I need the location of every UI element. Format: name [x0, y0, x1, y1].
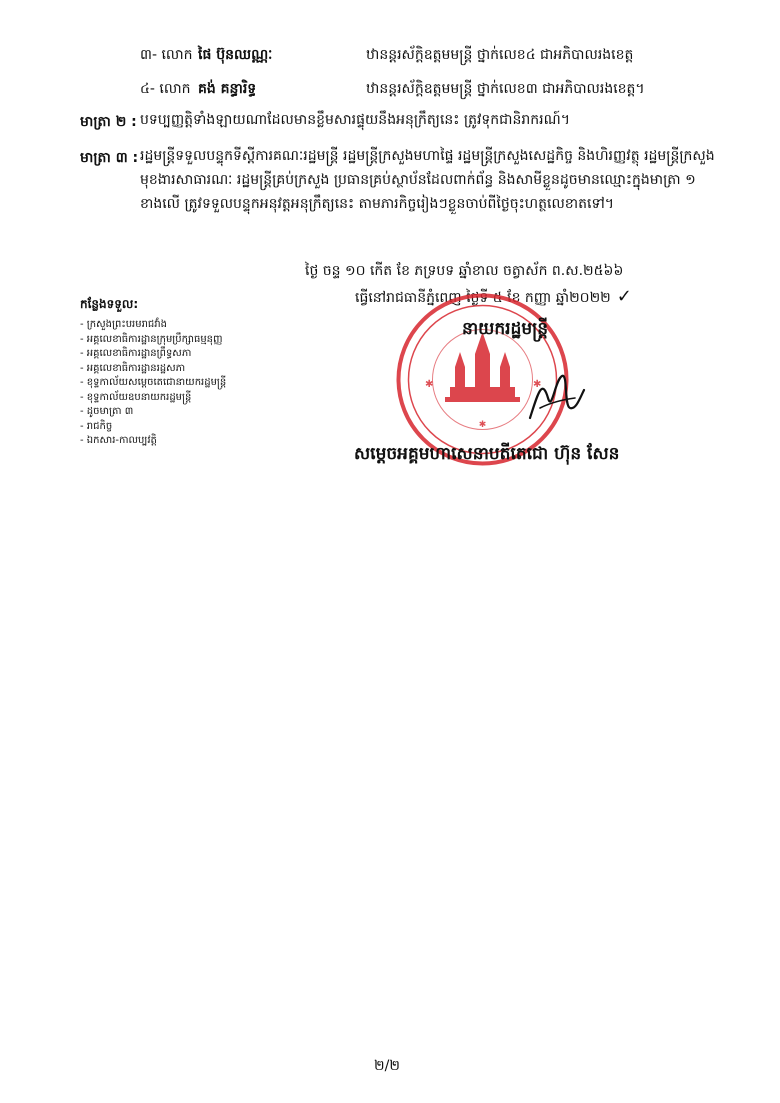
appointee-role: ឋានន្តរស័ក្តិឧត្តមមន្ត្រី ថ្នាក់លេខ៣ ជាអភិបាលរងខេត្ត។	[366, 81, 645, 97]
appointee-role: ឋានន្តរស័ក្តិឧត្តមមន្ត្រី ថ្នាក់លេខ៤ ជាអភិបាលរងខេត្ត	[366, 47, 634, 63]
recipients-list	[80, 318, 226, 449]
lunar-date: ថ្ងៃ ចន្ទ ១០ កើត ខែ ភទ្របទ ឆ្នាំខាល ចត្វាស័ក ព.ស.២៥៦៦	[305, 263, 624, 279]
svg-text:✱: ✱	[533, 379, 542, 390]
place-date-text: ធ្វើនៅរាជធានីភ្នំពេញ ថ្ងៃទី ៥ ខែ កញ្ញា ឆ្នាំ២០២២	[355, 290, 611, 306]
article-2-label: មាត្រា ២ :	[80, 114, 137, 130]
list-item: - រាជកិច្ច	[80, 420, 226, 435]
article-3-text: រដ្ឋមន្ត្រីទទួលបន្ទុកទីស្តីការគណៈរដ្ឋមន្ត្រី រដ្ឋមន្ត្រីក្រសួងមហាផ្ទៃ រដ្ឋមន្ត្រីក្រសួងសេដ្ឋកិច្ច និងហិរញ្ញវត្ថុ រដ្ឋមន្ត្រីក្រសួងមុខងារសាធារណៈ រដ្ឋមន្ត្រីគ្រប់ក្រសួង ប្រធានគ្រប់ស្ថាប័នដែលពាក់ព័ន្ធ និងសាមីខ្លួនដូចមានឈ្មោះក្នុងមាត្រា ១ ខាងលើ ត្រូវទទួលបន្ទុកអនុវត្តអនុក្រឹត្យនេះ តាមភារកិច្ចរៀងៗខ្លួនចាប់ពីថ្ងៃចុះហត្ថលេខាតទៅ។	[140, 148, 715, 212]
list-item: - ខុទ្ទកាល័យឧបនាយករដ្ឋមន្ត្រី	[80, 391, 226, 406]
appointee-name: ផៃ ប៊ុនឈណ្ណៈ	[198, 47, 273, 63]
list-item: - អគ្គលេខាធិការដ្ឋានក្រុមប្រឹក្សាធម្មនុញ្ញ	[80, 333, 226, 348]
appointee-name: គង់ គន្ធារិទ្ធ	[198, 81, 257, 97]
list-item: - ខុទ្ទកាល័យសម្តេចតេជោនាយករដ្ឋមន្ត្រី	[80, 376, 226, 391]
list-item: - ក្រសួងព្រះបរមរាជវាំង	[80, 318, 226, 333]
list-item: - អគ្គលេខាធិការដ្ឋានរដ្ឋសភា	[80, 362, 226, 377]
article-3-label: មាត្រា ៣ :	[80, 150, 139, 166]
appointment-number: ៤- លោក	[140, 81, 191, 97]
list-item: - អគ្គលេខាធិការដ្ឋានព្រឹទ្ធសភា	[80, 347, 226, 362]
signer-title: នាយករដ្ឋមន្ត្រី	[462, 319, 548, 339]
appointment-number: ៣- លោក	[140, 47, 193, 63]
appointment-3	[140, 46, 633, 64]
svg-text:✱: ✱	[425, 379, 434, 390]
list-item: - ដូចមាត្រា ៣	[80, 405, 226, 420]
appointment-4	[140, 80, 645, 98]
handwritten-signature	[520, 368, 590, 428]
list-item: - ឯកសារ-កាលប្បវត្តិ	[80, 434, 226, 449]
svg-text:✱: ✱	[478, 420, 487, 430]
signer-name: សម្តេចអគ្គមហាសេនាបតីតេជោ ហ៊ុន សែន	[354, 444, 620, 464]
article-2-text: បទប្បញ្ញត្តិទាំងឡាយណាដែលមានខ្លឹមសារផ្ទុយនឹងអនុក្រឹត្យនេះ ត្រូវទុកជានិរាករណ៍។	[140, 112, 570, 128]
check-mark: ✓	[616, 286, 632, 307]
page-number: ២/២	[374, 1058, 400, 1074]
recipients-heading: កន្លែងទទួល:	[80, 297, 139, 311]
